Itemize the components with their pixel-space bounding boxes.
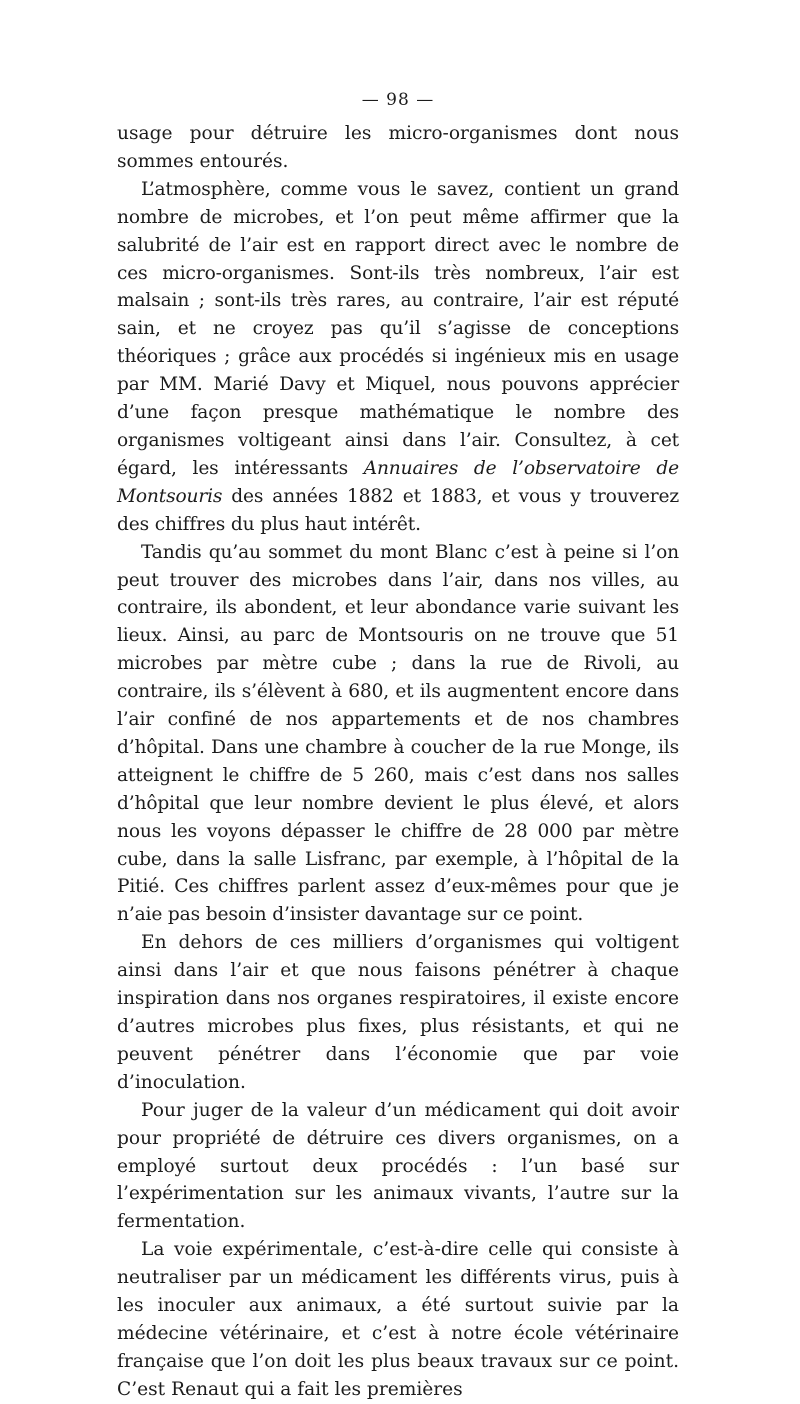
paragraph-atmosphere-text: L’atmosphère, comme vous le savez, contient un grand nombre de microbes, et l’on peut même affirmer que la salubrité de l’air est en rapport direct avec le nombre de ces micro-organismes. Sont-ils très nombreux, l’air est malsain ; sont-ils très rares, au contraire, l’air est réputé sain, et ne croyez pas qu’il s’agisse de conceptions théoriques ; grâce aux procédés si ingénieux mis en usage par MM. Marié Davy et Miquel, nous pouvons apprécier d’une façon presque mathématique le nombre des organismes voltigeant ainsi dans l’air. Consultez, à cet égard, les intéressants [117,178,679,479]
paragraph-atmosphere [117,176,679,539]
book-page [117,88,679,1404]
paragraph-atmosphere-end: des années 1882 et 1883, et vous y trouverez des chiffres du plus haut intérêt. [117,485,679,535]
page-number: — 98 — [361,90,435,110]
paragraph-experimental: La voie expérimentale, c’est-à-dire celle qui consiste à neutraliser par un médicament les différents virus, puis à les inoculer aux animaux, a été surtout suivie par la médecine vétérinaire, et c’est à notre école vétérinaire française que l’on doit les plus beaux travaux sur ce point. C’est Renaut qui a fait les premières [117,1239,679,1400]
paragraph-other-microbes: En dehors de ces milliers d’organismes qui voltigent ainsi dans l’air et que nous faisons pénétrer à chaque inspiration dans nos organes respiratoires, il existe encore d’autres microbes plus fixes, plus résistants, et qui ne peuvent pénétrer dans l’économie que par voie d’inoculation. [117,932,679,1093]
annuaires-title: Annuaires de l’observatoire de Montsouris [117,457,679,507]
paragraph-methods: Pour juger de la valeur d’un médicament qui doit avoir pour propriété de détruire ces divers organismes, on a employé surtout deux procédés : l’un basé sur l’expérimentation sur les animaux vivants, l’autre sur la fermentation. [117,1099,679,1233]
paragraph-microbe-counts: Tandis qu’au sommet du mont Blanc c’est à peine si l’on peut trouver des microbes dans l’air, dans nos villes, au contraire, ils abondent, et leur abondance varie suivant les lieux. Ainsi, au parc de Montsouris on ne trouve que 51 microbes par mètre cube ; dans la rue de Rivoli, au contraire, ils s’élèvent à 680, et ils augmentent encore dans l’air confiné de nos appartements et de nos chambres d’hôpital. Dans une chambre à coucher de la rue Monge, ils atteignent le chiffre de 5 260, mais c’est dans nos salles d’hôpital que leur nombre devient le plus élevé, et alors nous les voyons dépasser le chiffre de 28 000 par mètre cube, dans la salle Lisfranc, par exemple, à l’hôpital de la Pitié. Ces chiffres parlent assez d’eux-mêmes pour que je n’aie pas besoin d’insister davantage sur ce point. [117,541,679,926]
paragraph-continuation: usage pour détruire les micro-organismes dont nous sommes entourés. [117,123,679,172]
